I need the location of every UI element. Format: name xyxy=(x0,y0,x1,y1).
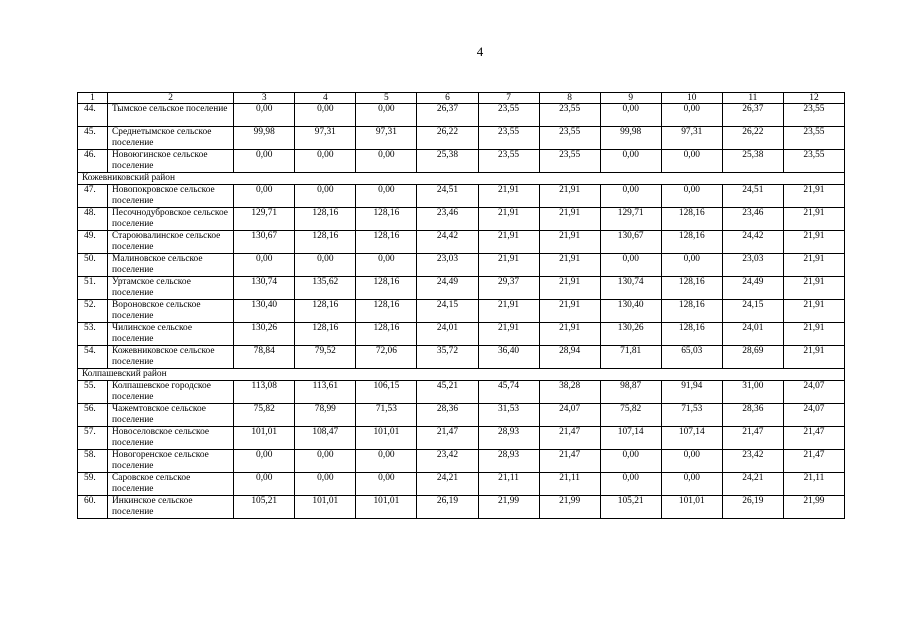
settlement-name: Новоселовское сельское поселение xyxy=(108,427,234,450)
value-cell-col-11: 24,42 xyxy=(722,231,783,254)
value-cell-col-4: 128,16 xyxy=(295,323,356,346)
value-cell-col-3: 130,67 xyxy=(234,231,295,254)
value-cell-col-5: 128,16 xyxy=(356,323,417,346)
value-cell-col-9: 130,40 xyxy=(600,300,661,323)
value-cell-col-5: 101,01 xyxy=(356,427,417,450)
value-cell-col-5: 128,16 xyxy=(356,277,417,300)
settlement-name: Чажемтовское сельское поселение xyxy=(108,404,234,427)
value-cell-col-6: 28,36 xyxy=(417,404,478,427)
value-cell-col-9: 129,71 xyxy=(600,208,661,231)
value-cell-col-3: 0,00 xyxy=(234,104,295,127)
settlement-name: Песочнодубровское сельское поселение xyxy=(108,208,234,231)
value-cell-col-8: 21,91 xyxy=(539,300,600,323)
column-number-header xyxy=(78,93,845,104)
value-cell-col-12: 21,47 xyxy=(783,427,844,450)
row-number: 48. xyxy=(78,208,108,231)
value-cell-col-8: 21,91 xyxy=(539,254,600,277)
tariff-table xyxy=(77,92,845,519)
region-row xyxy=(78,173,845,185)
value-cell-col-5: 0,00 xyxy=(356,254,417,277)
column-header-4: 4 xyxy=(295,93,356,104)
value-cell-col-12: 21,91 xyxy=(783,277,844,300)
column-header-8: 8 xyxy=(539,93,600,104)
table-row xyxy=(78,185,845,208)
value-cell-col-10: 128,16 xyxy=(661,208,722,231)
value-cell-col-6: 26,22 xyxy=(417,127,478,150)
table-row xyxy=(78,450,845,473)
column-header-9: 9 xyxy=(600,93,661,104)
value-cell-col-11: 26,37 xyxy=(722,104,783,127)
value-cell-col-11: 25,38 xyxy=(722,150,783,173)
settlement-name: Новогоренское сельское поселение xyxy=(108,450,234,473)
value-cell-col-12: 21,91 xyxy=(783,323,844,346)
value-cell-col-10: 0,00 xyxy=(661,473,722,496)
value-cell-col-4: 101,01 xyxy=(295,496,356,519)
table-row xyxy=(78,150,845,173)
value-cell-col-9: 0,00 xyxy=(600,185,661,208)
value-cell-col-7: 28,93 xyxy=(478,450,539,473)
value-cell-col-10: 128,16 xyxy=(661,300,722,323)
value-cell-col-6: 26,37 xyxy=(417,104,478,127)
value-cell-col-8: 28,94 xyxy=(539,346,600,369)
value-cell-col-6: 21,47 xyxy=(417,427,478,450)
settlement-name: Староювалинское сельское поселение xyxy=(108,231,234,254)
table-row xyxy=(78,277,845,300)
value-cell-col-5: 0,00 xyxy=(356,104,417,127)
table-row xyxy=(78,323,845,346)
value-cell-col-3: 130,26 xyxy=(234,323,295,346)
value-cell-col-8: 21,11 xyxy=(539,473,600,496)
table-row xyxy=(78,208,845,231)
value-cell-col-5: 101,01 xyxy=(356,496,417,519)
value-cell-col-8: 23,55 xyxy=(539,150,600,173)
settlement-name: Малиновское сельское поселение xyxy=(108,254,234,277)
value-cell-col-12: 23,55 xyxy=(783,150,844,173)
settlement-name: Саровское сельское поселение xyxy=(108,473,234,496)
value-cell-col-4: 97,31 xyxy=(295,127,356,150)
value-cell-col-6: 26,19 xyxy=(417,496,478,519)
value-cell-col-11: 23,42 xyxy=(722,450,783,473)
value-cell-col-7: 21,91 xyxy=(478,323,539,346)
value-cell-col-4: 128,16 xyxy=(295,231,356,254)
column-header-2: 2 xyxy=(108,93,234,104)
value-cell-col-7: 21,91 xyxy=(478,254,539,277)
value-cell-col-12: 21,11 xyxy=(783,473,844,496)
value-cell-col-10: 0,00 xyxy=(661,104,722,127)
value-cell-col-11: 24,01 xyxy=(722,323,783,346)
value-cell-col-9: 130,74 xyxy=(600,277,661,300)
value-cell-col-8: 23,55 xyxy=(539,104,600,127)
value-cell-col-7: 21,91 xyxy=(478,300,539,323)
row-number: 59. xyxy=(78,473,108,496)
value-cell-col-11: 28,36 xyxy=(722,404,783,427)
table-row xyxy=(78,231,845,254)
value-cell-col-5: 128,16 xyxy=(356,300,417,323)
value-cell-col-10: 91,94 xyxy=(661,381,722,404)
value-cell-col-4: 0,00 xyxy=(295,254,356,277)
row-number: 50. xyxy=(78,254,108,277)
row-number: 55. xyxy=(78,381,108,404)
value-cell-col-12: 23,55 xyxy=(783,104,844,127)
region-name: Кожевниковский район xyxy=(78,173,845,185)
table-row xyxy=(78,254,845,277)
value-cell-col-5: 0,00 xyxy=(356,185,417,208)
value-cell-col-12: 21,91 xyxy=(783,208,844,231)
value-cell-col-9: 107,14 xyxy=(600,427,661,450)
value-cell-col-5: 72,06 xyxy=(356,346,417,369)
value-cell-col-4: 0,00 xyxy=(295,185,356,208)
value-cell-col-9: 99,98 xyxy=(600,127,661,150)
value-cell-col-5: 128,16 xyxy=(356,208,417,231)
value-cell-col-6: 24,42 xyxy=(417,231,478,254)
value-cell-col-11: 24,51 xyxy=(722,185,783,208)
table-row xyxy=(78,300,845,323)
value-cell-col-4: 135,62 xyxy=(295,277,356,300)
value-cell-col-11: 21,47 xyxy=(722,427,783,450)
column-header-3: 3 xyxy=(234,93,295,104)
value-cell-col-5: 97,31 xyxy=(356,127,417,150)
value-cell-col-6: 25,38 xyxy=(417,150,478,173)
column-header-6: 6 xyxy=(417,93,478,104)
value-cell-col-3: 0,00 xyxy=(234,254,295,277)
value-cell-col-3: 78,84 xyxy=(234,346,295,369)
row-number: 58. xyxy=(78,450,108,473)
value-cell-col-5: 0,00 xyxy=(356,473,417,496)
value-cell-col-11: 23,46 xyxy=(722,208,783,231)
column-header-11: 11 xyxy=(722,93,783,104)
row-number: 46. xyxy=(78,150,108,173)
value-cell-col-4: 113,61 xyxy=(295,381,356,404)
value-cell-col-3: 105,21 xyxy=(234,496,295,519)
value-cell-col-3: 0,00 xyxy=(234,473,295,496)
value-cell-col-4: 0,00 xyxy=(295,473,356,496)
value-cell-col-7: 31,53 xyxy=(478,404,539,427)
table-row xyxy=(78,381,845,404)
value-cell-col-9: 98,87 xyxy=(600,381,661,404)
value-cell-col-10: 65,03 xyxy=(661,346,722,369)
value-cell-col-9: 130,67 xyxy=(600,231,661,254)
value-cell-col-8: 21,91 xyxy=(539,208,600,231)
value-cell-col-10: 0,00 xyxy=(661,450,722,473)
row-number: 57. xyxy=(78,427,108,450)
settlement-name: Среднетымское сельское поселение xyxy=(108,127,234,150)
value-cell-col-8: 21,47 xyxy=(539,450,600,473)
value-cell-col-11: 24,15 xyxy=(722,300,783,323)
settlement-name: Вороновское сельское поселение xyxy=(108,300,234,323)
row-number: 54. xyxy=(78,346,108,369)
value-cell-col-12: 21,91 xyxy=(783,346,844,369)
value-cell-col-4: 78,99 xyxy=(295,404,356,427)
region-row xyxy=(78,369,845,381)
value-cell-col-7: 23,55 xyxy=(478,104,539,127)
value-cell-col-5: 106,15 xyxy=(356,381,417,404)
value-cell-col-4: 128,16 xyxy=(295,300,356,323)
table-row xyxy=(78,496,845,519)
value-cell-col-12: 21,91 xyxy=(783,231,844,254)
value-cell-col-7: 21,11 xyxy=(478,473,539,496)
row-number: 51. xyxy=(78,277,108,300)
row-number: 60. xyxy=(78,496,108,519)
row-number: 53. xyxy=(78,323,108,346)
column-header-12: 12 xyxy=(783,93,844,104)
row-number: 45. xyxy=(78,127,108,150)
table-row xyxy=(78,346,845,369)
value-cell-col-11: 24,49 xyxy=(722,277,783,300)
value-cell-col-12: 23,55 xyxy=(783,127,844,150)
value-cell-col-8: 23,55 xyxy=(539,127,600,150)
value-cell-col-10: 128,16 xyxy=(661,277,722,300)
settlement-name: Новоюгинское сельское поселение xyxy=(108,150,234,173)
row-number: 44. xyxy=(78,104,108,127)
value-cell-col-10: 0,00 xyxy=(661,254,722,277)
value-cell-col-9: 130,26 xyxy=(600,323,661,346)
table-row xyxy=(78,404,845,427)
value-cell-col-5: 0,00 xyxy=(356,450,417,473)
value-cell-col-3: 0,00 xyxy=(234,450,295,473)
value-cell-col-3: 0,00 xyxy=(234,185,295,208)
table-body xyxy=(78,93,845,519)
value-cell-col-11: 28,69 xyxy=(722,346,783,369)
value-cell-col-6: 24,49 xyxy=(417,277,478,300)
row-number: 47. xyxy=(78,185,108,208)
value-cell-col-7: 36,40 xyxy=(478,346,539,369)
value-cell-col-12: 21,99 xyxy=(783,496,844,519)
value-cell-col-10: 0,00 xyxy=(661,185,722,208)
value-cell-col-8: 21,47 xyxy=(539,427,600,450)
value-cell-col-4: 0,00 xyxy=(295,450,356,473)
table-row xyxy=(78,427,845,450)
value-cell-col-9: 0,00 xyxy=(600,450,661,473)
value-cell-col-7: 23,55 xyxy=(478,150,539,173)
value-cell-col-4: 108,47 xyxy=(295,427,356,450)
value-cell-col-11: 31,00 xyxy=(722,381,783,404)
page-number: 4 xyxy=(476,44,484,59)
row-number: 56. xyxy=(78,404,108,427)
value-cell-col-4: 128,16 xyxy=(295,208,356,231)
value-cell-col-8: 21,91 xyxy=(539,277,600,300)
value-cell-col-5: 71,53 xyxy=(356,404,417,427)
value-cell-col-11: 26,22 xyxy=(722,127,783,150)
value-cell-col-10: 128,16 xyxy=(661,323,722,346)
table-row xyxy=(78,473,845,496)
value-cell-col-9: 75,82 xyxy=(600,404,661,427)
value-cell-col-6: 24,15 xyxy=(417,300,478,323)
value-cell-col-3: 113,08 xyxy=(234,381,295,404)
value-cell-col-7: 21,99 xyxy=(478,496,539,519)
value-cell-col-5: 0,00 xyxy=(356,150,417,173)
value-cell-col-11: 26,19 xyxy=(722,496,783,519)
value-cell-col-6: 23,03 xyxy=(417,254,478,277)
value-cell-col-3: 101,01 xyxy=(234,427,295,450)
value-cell-col-7: 45,74 xyxy=(478,381,539,404)
column-header-10: 10 xyxy=(661,93,722,104)
settlement-name: Чилинское сельское поселение xyxy=(108,323,234,346)
value-cell-col-6: 24,01 xyxy=(417,323,478,346)
value-cell-col-7: 21,91 xyxy=(478,185,539,208)
value-cell-col-8: 21,91 xyxy=(539,323,600,346)
value-cell-col-7: 29,37 xyxy=(478,277,539,300)
value-cell-col-6: 23,42 xyxy=(417,450,478,473)
value-cell-col-12: 24,07 xyxy=(783,404,844,427)
settlement-name: Колпашевское городское поселение xyxy=(108,381,234,404)
row-number: 52. xyxy=(78,300,108,323)
value-cell-col-4: 79,52 xyxy=(295,346,356,369)
value-cell-col-3: 0,00 xyxy=(234,150,295,173)
value-cell-col-9: 105,21 xyxy=(600,496,661,519)
value-cell-col-6: 24,21 xyxy=(417,473,478,496)
value-cell-col-12: 21,91 xyxy=(783,300,844,323)
column-header-1: 1 xyxy=(78,93,108,104)
value-cell-col-7: 21,91 xyxy=(478,208,539,231)
value-cell-col-9: 0,00 xyxy=(600,473,661,496)
settlement-name: Инкинское сельское поселение xyxy=(108,496,234,519)
value-cell-col-6: 45,21 xyxy=(417,381,478,404)
row-number: 49. xyxy=(78,231,108,254)
value-cell-col-10: 128,16 xyxy=(661,231,722,254)
value-cell-col-3: 99,98 xyxy=(234,127,295,150)
value-cell-col-3: 130,40 xyxy=(234,300,295,323)
value-cell-col-9: 0,00 xyxy=(600,254,661,277)
value-cell-col-3: 130,74 xyxy=(234,277,295,300)
value-cell-col-10: 0,00 xyxy=(661,150,722,173)
value-cell-col-11: 23,03 xyxy=(722,254,783,277)
value-cell-col-9: 0,00 xyxy=(600,150,661,173)
value-cell-col-8: 38,28 xyxy=(539,381,600,404)
value-cell-col-8: 24,07 xyxy=(539,404,600,427)
value-cell-col-6: 23,46 xyxy=(417,208,478,231)
value-cell-col-12: 24,07 xyxy=(783,381,844,404)
value-cell-col-10: 71,53 xyxy=(661,404,722,427)
settlement-name: Уртамское сельское поселение xyxy=(108,277,234,300)
value-cell-col-4: 0,00 xyxy=(295,104,356,127)
value-cell-col-12: 21,47 xyxy=(783,450,844,473)
value-cell-col-7: 28,93 xyxy=(478,427,539,450)
value-cell-col-7: 21,91 xyxy=(478,231,539,254)
value-cell-col-7: 23,55 xyxy=(478,127,539,150)
settlement-name: Кожевниковское сельское поселение xyxy=(108,346,234,369)
table-row xyxy=(78,104,845,127)
value-cell-col-8: 21,99 xyxy=(539,496,600,519)
value-cell-col-8: 21,91 xyxy=(539,231,600,254)
value-cell-col-8: 21,91 xyxy=(539,185,600,208)
value-cell-col-4: 0,00 xyxy=(295,150,356,173)
settlement-name: Тымское сельское поселение xyxy=(108,104,234,127)
column-header-5: 5 xyxy=(356,93,417,104)
value-cell-col-12: 21,91 xyxy=(783,185,844,208)
value-cell-col-12: 21,91 xyxy=(783,254,844,277)
value-cell-col-3: 129,71 xyxy=(234,208,295,231)
table-row xyxy=(78,127,845,150)
value-cell-col-10: 97,31 xyxy=(661,127,722,150)
value-cell-col-3: 75,82 xyxy=(234,404,295,427)
value-cell-col-11: 24,21 xyxy=(722,473,783,496)
value-cell-col-6: 35,72 xyxy=(417,346,478,369)
value-cell-col-5: 128,16 xyxy=(356,231,417,254)
value-cell-col-10: 107,14 xyxy=(661,427,722,450)
value-cell-col-10: 101,01 xyxy=(661,496,722,519)
column-header-7: 7 xyxy=(478,93,539,104)
settlement-name: Новопокровское сельское поселение xyxy=(108,185,234,208)
region-name: Колпашевский район xyxy=(78,369,845,381)
value-cell-col-9: 0,00 xyxy=(600,104,661,127)
value-cell-col-6: 24,51 xyxy=(417,185,478,208)
value-cell-col-9: 71,81 xyxy=(600,346,661,369)
